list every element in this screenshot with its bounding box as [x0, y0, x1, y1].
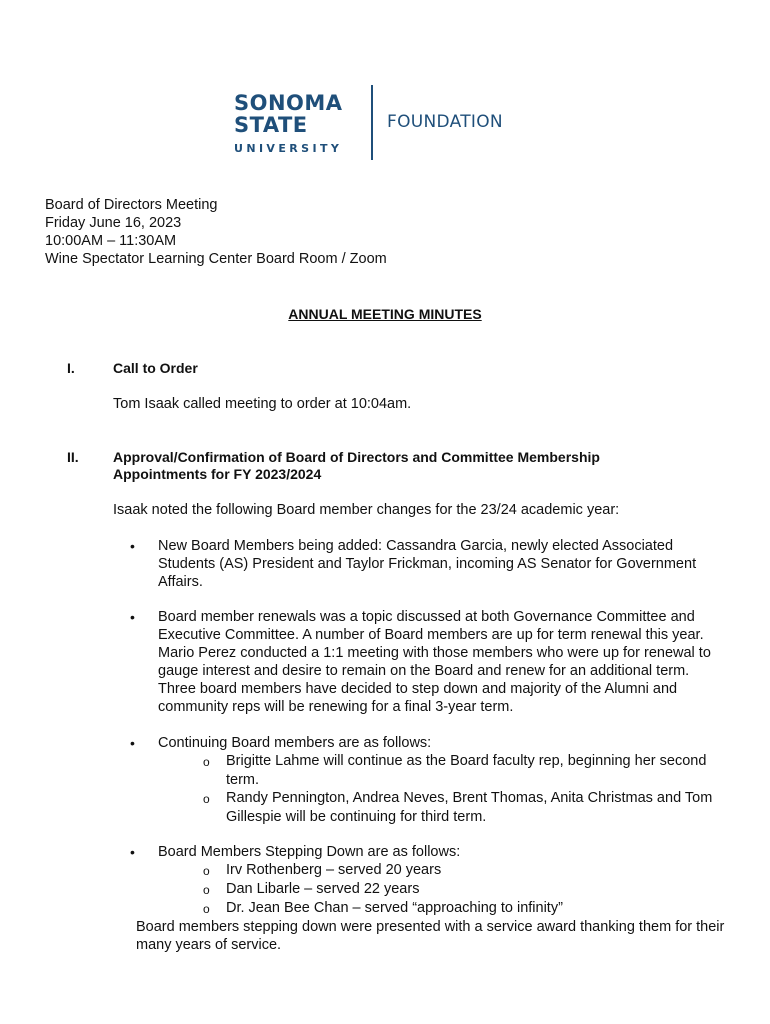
sub-bullet-item: Irv Rothenberg – served 20 years	[226, 862, 442, 878]
meeting-date: Friday June 16, 2023	[45, 215, 182, 231]
meeting-header	[45, 196, 387, 268]
logo-line-university: UNIVERSITY	[234, 142, 343, 155]
section-heading: Call to Order	[113, 360, 198, 376]
section-intro: Isaak noted the following Board member changes for the 23/24 academic year:	[113, 502, 620, 518]
sub-bullet-glyph: o	[203, 883, 210, 897]
sub-bullet-item: Randy Pennington, Andrea Neves, Brent Thomas, Anita Christmas and Tom Gillespie will be continuing for third term.	[226, 790, 713, 825]
sub-bullet-glyph: o	[203, 755, 210, 769]
section-heading-line: Approval/Confirmation of Board of Directors and Committee Membership	[113, 449, 600, 465]
bullet-item: Continuing Board members are as follows:	[158, 735, 432, 751]
sub-bullet-glyph: o	[203, 792, 210, 806]
section-body: Tom Isaak called meeting to order at 10:04am.	[113, 396, 412, 412]
section-heading	[113, 449, 600, 483]
sub-bullet-glyph: o	[203, 902, 210, 916]
meeting-name: Board of Directors Meeting	[45, 197, 218, 213]
sub-bullet-item: Brigitte Lahme will continue as the Board faculty rep, beginning her second term.	[226, 753, 707, 788]
bullet-glyph: •	[130, 735, 135, 751]
ssu-logo	[234, 92, 343, 155]
logo-foundation: FOUNDATION	[387, 112, 503, 132]
section-number: II.	[67, 449, 79, 465]
document-title: ANNUAL MEETING MINUTES	[288, 306, 482, 322]
meeting-time: 10:00AM – 11:30AM	[45, 233, 177, 249]
logo-divider	[371, 85, 373, 160]
bullet-item: New Board Members being added: Cassandra Garcia, newly elected Associated Students (AS) President and Taylor Frickman, incoming AS Senator for Government Affairs.	[158, 538, 697, 590]
sub-bullet-item: Dr. Jean Bee Chan – served “approaching to infinity”	[226, 900, 563, 916]
bullet-glyph: •	[130, 538, 135, 554]
bullet-glyph: •	[130, 609, 135, 625]
meeting-location: Wine Spectator Learning Center Board Room / Zoom	[45, 251, 387, 267]
sub-bullet-glyph: o	[203, 864, 210, 878]
logo-line-state: STATE	[234, 113, 308, 137]
sub-bullet-item: Dan Libarle – served 22 years	[226, 881, 420, 897]
bullet-glyph: •	[130, 844, 135, 860]
logo-line-sonoma: SONOMA	[234, 91, 343, 115]
section-heading-line: Appointments for FY 2023/2024	[113, 466, 322, 482]
section-number: I.	[67, 360, 75, 376]
bullet-item: Board Members Stepping Down are as follows:	[158, 844, 461, 860]
bullet-item: Board member renewals was a topic discussed at both Governance Committee and Executive Committee. A number of Board members are up for term renewal this year. Mario Perez conducted a 1:1 meeting with those members who were up for renewal to gauge interest and desire to remain on the Board and renew for an additional term. Three board members have decided to step down and majority of the Alumni and community reps will be renewing for a final 3-year term.	[158, 609, 711, 715]
closing-paragraph: Board members stepping down were presented with a service award thanking them for their many years of service.	[136, 919, 725, 953]
